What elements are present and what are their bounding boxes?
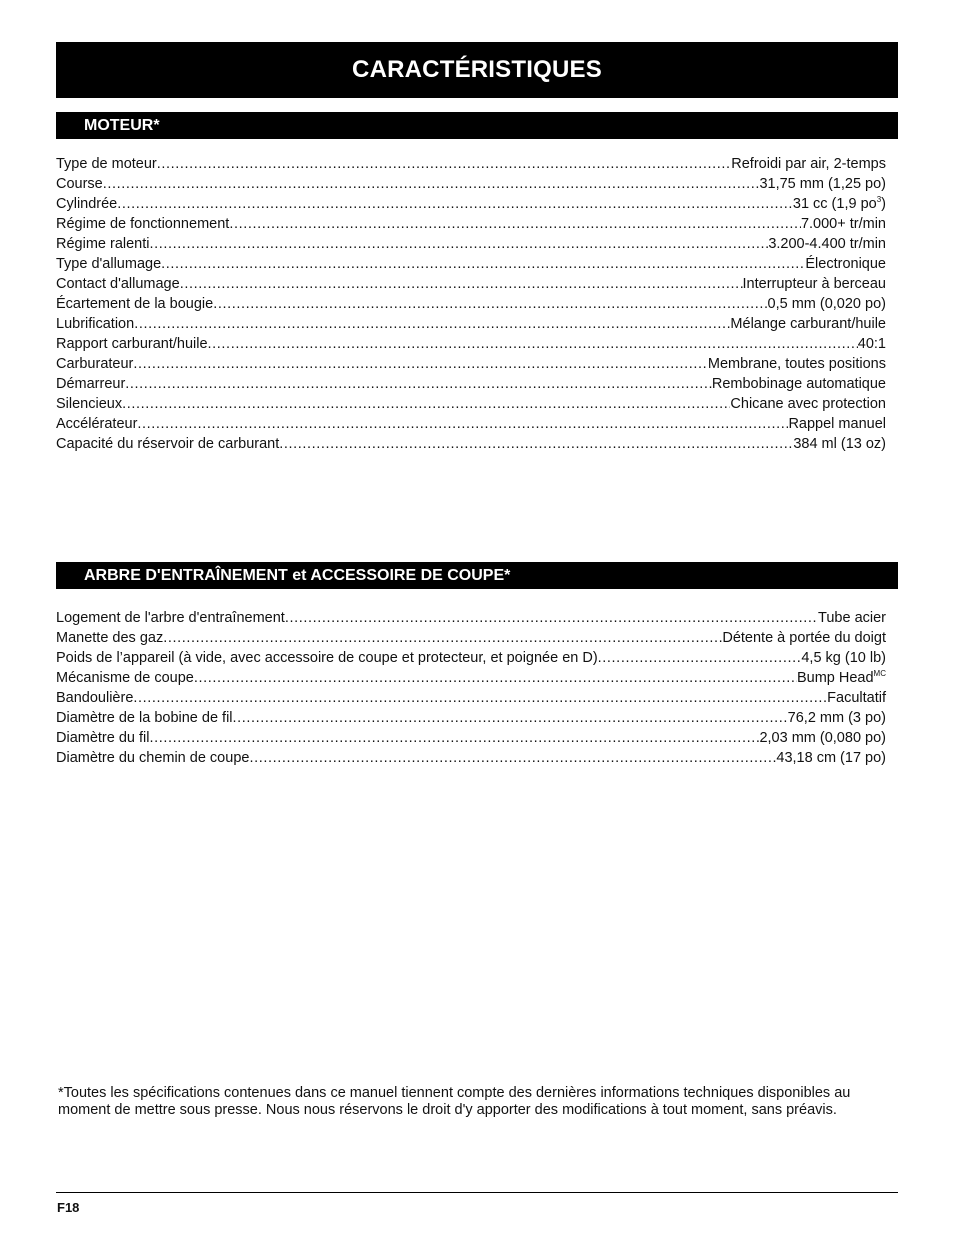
dot-leader: [149, 728, 759, 748]
spec-value-text: Tube acier: [818, 610, 886, 626]
spec-value: [731, 154, 886, 174]
spec-value-text: 43,18 cm (17 po): [776, 750, 886, 766]
spec-row: [56, 314, 886, 334]
spec-value-text: Bump Head: [796, 670, 874, 686]
spec-row: [56, 214, 886, 234]
spec-label: Lubrification: [56, 316, 135, 332]
spec-label: Cylindrée: [56, 196, 118, 212]
spec-row: [56, 274, 886, 294]
spec-row: [56, 334, 886, 354]
dot-leader: [213, 294, 767, 314]
page-number: F18: [57, 1200, 80, 1215]
spec-value-text: Facultatif: [827, 690, 886, 706]
dot-leader: [285, 608, 818, 628]
spec-value-superscript: 3: [876, 195, 882, 205]
spec-value: [712, 374, 886, 394]
spec-value: [801, 214, 886, 234]
spec-value-text: Refroidi par air, 2-temps: [731, 156, 886, 172]
spec-value-text: 76,2 mm (3 po): [787, 710, 886, 726]
spec-row: [56, 374, 886, 394]
dot-leader: [117, 194, 793, 214]
spec-label: Démarreur: [56, 376, 126, 392]
section-heading-engine: MOTEUR*: [56, 112, 898, 139]
spec-value-text: Électronique: [805, 256, 886, 272]
dot-leader: [180, 274, 743, 294]
spec-value-text: Membrane, toutes positions: [707, 356, 886, 372]
spec-value-text: Détente à portée du doigt: [722, 630, 886, 646]
dot-leader: [103, 174, 760, 194]
spec-row: [56, 434, 886, 454]
spec-label: Accélérateur: [56, 416, 138, 432]
dot-leader: [249, 748, 776, 768]
spec-value: [730, 314, 886, 334]
spec-value: [730, 394, 886, 414]
dot-leader: [208, 334, 858, 354]
drive-shaft-spec-list: [56, 608, 886, 768]
spec-row: [56, 688, 886, 708]
dot-leader: [161, 254, 805, 274]
footer-divider: [56, 1192, 898, 1193]
spec-value-text: 2,03 mm (0,080 po): [759, 730, 886, 746]
spec-row: [56, 154, 886, 174]
spec-value: [788, 414, 886, 434]
spec-value-text: 384 ml (13 oz): [793, 436, 886, 452]
spec-row: [56, 174, 886, 194]
spec-label: Régime de fonctionnement: [56, 216, 230, 232]
spec-label: Manette des gaz: [56, 630, 164, 646]
spec-row: [56, 608, 886, 628]
dot-leader: [233, 708, 788, 728]
spec-label: Type de moteur: [56, 156, 157, 172]
dot-leader: [229, 214, 801, 234]
spec-label: Régime ralenti: [56, 236, 150, 252]
dot-leader: [122, 394, 730, 414]
spec-value: [708, 354, 886, 374]
spec-label: Écartement de la bougie: [56, 296, 214, 312]
spec-row: [56, 708, 886, 728]
spec-value: [759, 728, 886, 748]
dot-leader: [150, 234, 769, 254]
spec-row: [56, 748, 886, 768]
spec-label: Carburateur: [56, 356, 134, 372]
dot-leader: [279, 434, 793, 454]
spec-value-text: 7.000+ tr/min: [800, 216, 886, 232]
spec-label: Type d'allumage: [56, 256, 162, 272]
spec-row: [56, 728, 886, 748]
spec-row: [56, 628, 886, 648]
spec-value: [776, 748, 886, 768]
spec-label: Contact d'allumage: [56, 276, 180, 292]
spec-value: [805, 254, 886, 274]
spec-value-text: Rappel manuel: [788, 416, 886, 432]
spec-value-text: 0,5 mm (0,020 po): [767, 296, 886, 312]
spec-value-text: Interrupteur à berceau: [742, 276, 886, 292]
spec-value: [818, 608, 886, 628]
spec-value-text: 4,5 kg (10 lb): [801, 650, 886, 666]
spec-row: [56, 254, 886, 274]
spec-value: [759, 174, 886, 194]
spec-value: [827, 688, 886, 708]
spec-row: [56, 294, 886, 314]
page-title: CARACTÉRISTIQUES: [56, 42, 898, 98]
spec-row: [56, 394, 886, 414]
spec-row: [56, 354, 886, 374]
spec-value: [793, 194, 886, 214]
dot-leader: [125, 374, 712, 394]
dot-leader: [133, 354, 708, 374]
spec-value-text: Mélange carburant/huile: [730, 316, 886, 332]
spec-value-text: 3.200-4.400 tr/min: [768, 236, 886, 252]
dot-leader: [157, 154, 732, 174]
spec-row: [56, 194, 886, 214]
spec-label: Diamètre du fil: [56, 730, 150, 746]
dot-leader: [194, 668, 797, 688]
spec-value: [743, 274, 886, 294]
engine-spec-list: [56, 154, 886, 454]
dot-leader: [137, 414, 788, 434]
spec-row: [56, 668, 886, 688]
spec-value-suffix: ): [881, 196, 886, 212]
spec-label: Bandoulière: [56, 690, 134, 706]
spec-value-text: Rembobinage automatique: [711, 376, 886, 392]
spec-label: Silencieux: [56, 396, 123, 412]
section-heading-drive-shaft: ARBRE D'ENTRAÎNEMENT et ACCESSOIRE DE COUPE*: [56, 562, 898, 589]
spec-row: [56, 648, 886, 668]
dot-leader: [134, 314, 730, 334]
spec-value: [801, 648, 886, 668]
spec-label: Course: [56, 176, 103, 192]
dot-leader: [133, 688, 827, 708]
footnote: *Toutes les spécifications contenues dans ce manuel tiennent compte des dernières informations techniques disponibles au moment de mettre sous presse. Nous nous réservons le droit d'y apporter des modifications à tout moment, sans préavis.: [58, 1085, 851, 1118]
spec-label: Rapport carburant/huile: [56, 336, 208, 352]
spec-value: [858, 334, 886, 354]
spec-value: [793, 434, 886, 454]
spec-value-superscript: MC: [873, 669, 886, 679]
spec-value: [722, 628, 886, 648]
dot-leader: [163, 628, 722, 648]
spec-label: Mécanisme de coupe: [56, 670, 194, 686]
spec-value: [788, 708, 886, 728]
spec-value: [797, 668, 886, 688]
spec-row: [56, 414, 886, 434]
spec-label: Poids de l’appareil (à vide, avec accessoire de coupe et protecteur, et poignée en D): [56, 650, 598, 666]
spec-value: [768, 294, 886, 314]
spec-value: [768, 234, 886, 254]
spec-row: [56, 234, 886, 254]
spec-value-text: 31,75 mm (1,25 po): [759, 176, 886, 192]
spec-label: Capacité du réservoir de carburant: [56, 436, 280, 452]
dot-leader: [598, 648, 802, 668]
spec-value-text: Chicane avec protection: [730, 396, 886, 412]
spec-label: Diamètre du chemin de coupe: [56, 750, 250, 766]
spec-label: Logement de l'arbre d'entraînement: [56, 610, 285, 626]
spec-value-text: 40:1: [857, 336, 886, 352]
spec-value-text: 31 cc (1,9 po: [792, 196, 877, 212]
spec-label: Diamètre de la bobine de fil: [56, 710, 233, 726]
